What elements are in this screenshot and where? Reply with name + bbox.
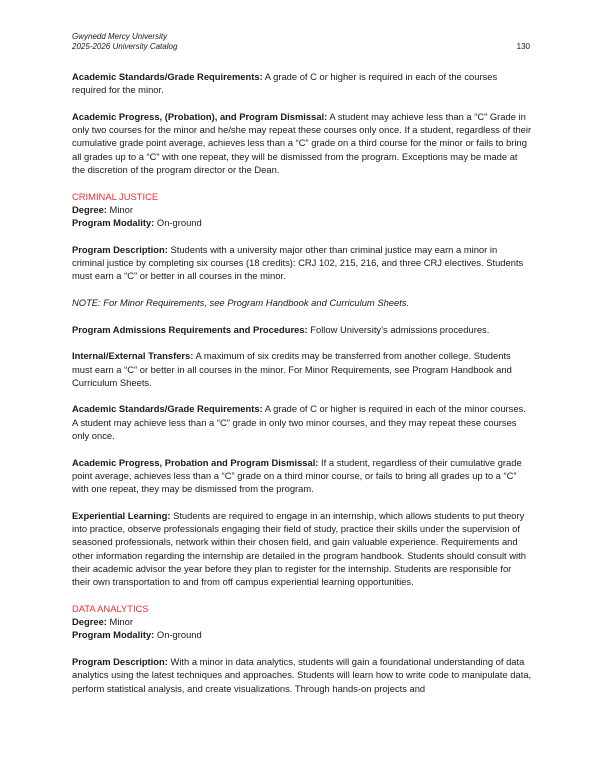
da-modality-label: Program Modality: [72,629,155,641]
cj-modality-label: Program Modality: [72,217,155,229]
cj-admissions-paragraph [72,323,532,336]
page-body [72,70,532,708]
cj-description-label: Program Description: [72,243,168,255]
cj-admissions-text: Follow University’s admissions procedures. [307,323,490,335]
intro-standards-label: Academic Standards/Grade Requirements: [72,71,263,82]
cj-standards-label: Academic Standards/Grade Requirements: [72,403,263,415]
cj-standards-text: A grade of C or higher is required in each of the minor courses. A student may achieve less than a “C” grade in only two minor courses, and they may repeat these courses only once. [72,403,526,442]
cj-degree-label: Degree: [72,203,107,215]
criminal-justice-heading: CRIMINAL JUSTICE [72,190,159,202]
cj-transfers-label: Internal/External Transfers: [72,350,194,362]
cj-experiential-label: Experiential Learning: [72,509,171,521]
cj-experiential-paragraph [72,509,532,589]
cj-standards-paragraph [72,402,532,442]
da-degree-value: Minor [106,616,133,628]
cj-progress-paragraph [72,456,532,496]
university-name: Gwynedd Mercy University [72,32,168,41]
cj-degree-value: Minor [106,203,133,215]
catalog-title: 2025-2026 University Catalog [72,42,178,51]
cj-progress-label: Academic Progress, Probation and Program Dismissal: [72,456,319,468]
intro-progress-label: Academic Progress, (Probation), and Program Dismissal: [72,110,328,122]
cj-degree-line [72,203,532,216]
intro-standards-paragraph [72,70,532,97]
cj-progress-text: If a student, regardless of their cumulative grade point average, achieves less than a “C” grade on a third minor course, or fails to bring all grades up to a “C” with one repeat, they may be dismissed from the program. [72,456,522,495]
da-description-text: With a minor in data analytics, students will gain a foundational understanding of data analytics using the latest techniques and approaches. Students will learn how to write code to manipulate data, perform statistical analysis, and create visualizations. Through hands-on projects and [72,656,532,694]
da-modality-line [72,628,532,641]
cj-admissions-label: Program Admissions Requirements and Procedures: [72,323,308,335]
cj-modality-line [72,216,532,229]
da-modality-value: On-ground [154,629,202,641]
cj-note: NOTE: For Minor Requirements, see Program Handbook and Curriculum Sheets. [72,297,410,309]
da-degree-label: Degree: [72,616,107,628]
da-description-paragraph [72,655,532,695]
cj-transfers-paragraph [72,349,532,389]
cj-modality-value: On-ground [154,217,202,229]
cj-transfers-text: A maximum of six credits may be transferred from another college. Students must earn a “C” or better in all courses in the minor. For Minor Requirements, see Program Handbook and Curriculum Sheets. [72,350,512,388]
da-description-label: Program Description: [72,656,168,668]
page-number: 130 [516,42,530,51]
intro-progress-paragraph [72,110,532,176]
page-header [72,32,530,52]
cj-description-paragraph [72,243,532,283]
intro-standards-text: A grade of C or higher is required in each of the courses required for the minor. [72,71,498,96]
cj-description-text: Students with a university major other than criminal justice may earn a minor in criminal justice by completing six courses (18 credits): CRJ 102, 215, 216, and three CRJ electives. Students must earn a “C” or better in all courses in the minor. [72,243,524,282]
da-degree-line [72,615,532,628]
data-analytics-heading: DATA ANALYTICS [72,602,149,614]
intro-progress-text: A student may achieve less than a “C” Grade in only two courses for the minor and he/she may repeat these courses only once. If a student, regardless of their cumulative grade point average, achieves less than a “C” grade on a third course for the minor or fails to bring all grades up to a “C” with one repeat, they will be dismissed from the program. Exceptions may be made at the discretion of the program director or the Dean. [72,110,532,176]
cj-experiential-text: Students are required to engage in an internship, which allows students to put theory into practice, observe professionals engaging their field of study, practice their skills under the supervision of seasoned professionals, network within their chosen field, and gain valuable experience. Requirements and other information regarding the internship are detailed in the program handbook. Students should consult with their academic advisor the year before they plan to register for the internship. Students are responsible for their own transportation to and from off campus experiential learning opportunities. [72,509,526,588]
